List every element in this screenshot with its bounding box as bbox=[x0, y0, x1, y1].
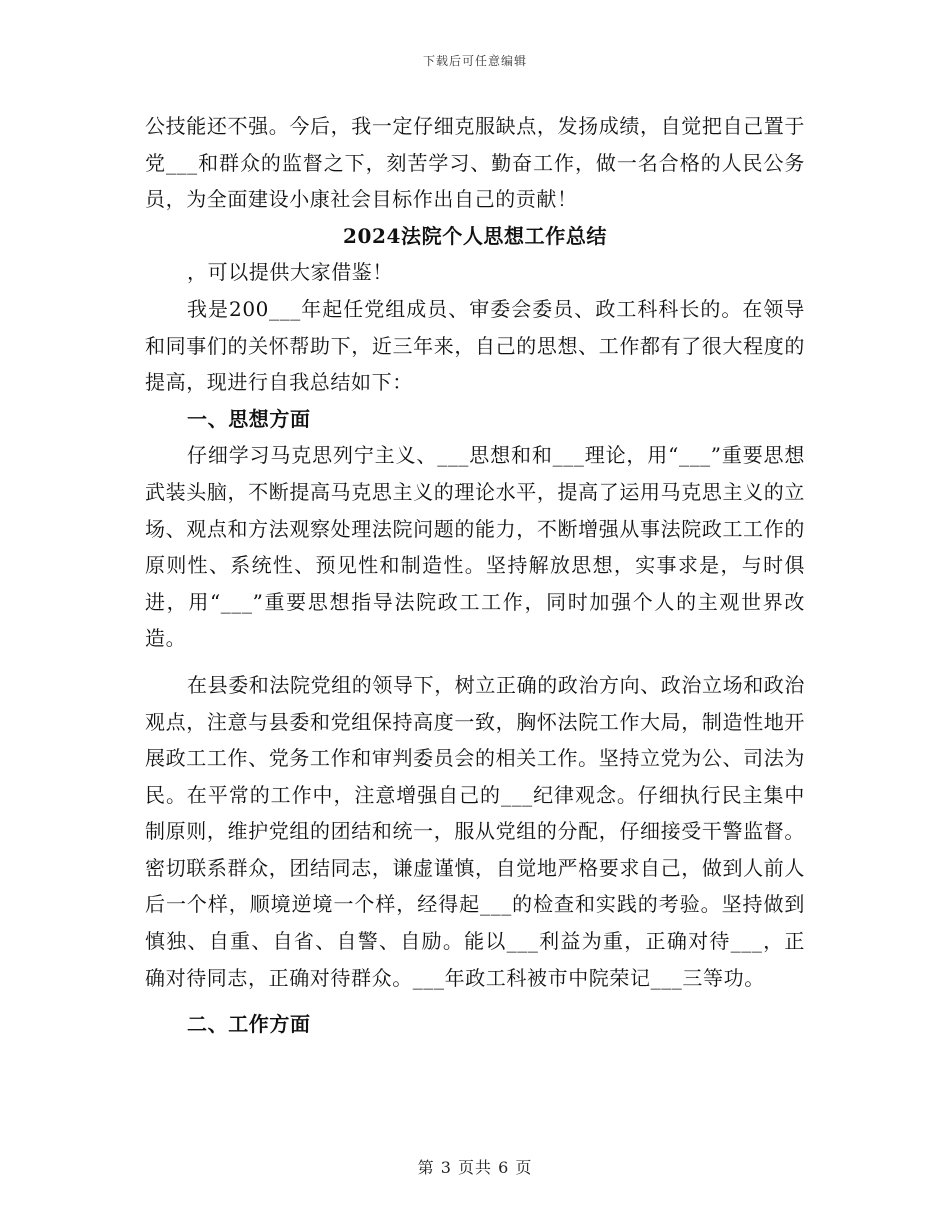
paragraph-thought-1: 仔细学习马克思列宁主义、___思想和和___理论，用“___”重要思想武装头脑，不断提高马克思主义的理论水平，提高了运用马克思主义的立场、观点和方法观察处理法院问题的能力，不断增强从事法院政工工作的原则性、系统性、预见性和制造性。坚持解放思想，实事求是，与时俱进，用“___”重要思想指导法院政工工作，同时加强个人的主观世界改造。 bbox=[145, 443, 805, 651]
paragraph-intro: 我是200___年起任党组成员、审委会委员、政工科科长的。在领导和同事们的关怀帮助下，近三年来，自己的思想、工作都有了很大程度的提高，现进行自我总结如下： bbox=[145, 296, 805, 395]
document-title: 2024法院个人思想工作总结 bbox=[342, 223, 608, 248]
document-body bbox=[145, 108, 805, 1043]
page-header: 下载后可任意编辑 bbox=[422, 54, 527, 68]
section-heading-thought: 一、思想方面 bbox=[187, 406, 311, 431]
page-footer: 第 3 页共 6 页 bbox=[417, 1158, 533, 1177]
intro-line: ，可以提供大家借鉴！ bbox=[187, 260, 393, 285]
paragraph-continued: 公技能还不强。今后，我一定仔细克服缺点，发扬成绩，自觉把自己置于党___和群众的监督之下，刻苦学习、勤奋工作，做一名合格的人民公务员，为全面建设小康社会目标作出自己的贡献！ bbox=[145, 114, 805, 212]
section-heading-work: 二、工作方面 bbox=[187, 1012, 311, 1037]
paragraph-thought-2: 在县委和法院党组的领导下，树立正确的政治方向、政治立场和政治观点，注意与县委和党组保持高度一致，胸怀法院工作大局，制造性地开展政工工作、党务工作和审判委员会的相关工作。坚持立党为公、司法为民。在平常的工作中，注意增强自己的___纪律观念。仔细执行民主集中制原则，维护党组的团结和统一，服从党组的分配，仔细接受干警监督。密切联系群众，团结同志，谦虚谨慎，自觉地严格要求自己，做到人前人后一个样，顺境逆境一个样，经得起___的检查和实践的考验。坚持做到慎独、自重、自省、自警、自励。能以___利益为重，正确对待___，正确对待同志，正确对待群众。___年政工科被市中院荣记___三等功。 bbox=[145, 672, 805, 990]
